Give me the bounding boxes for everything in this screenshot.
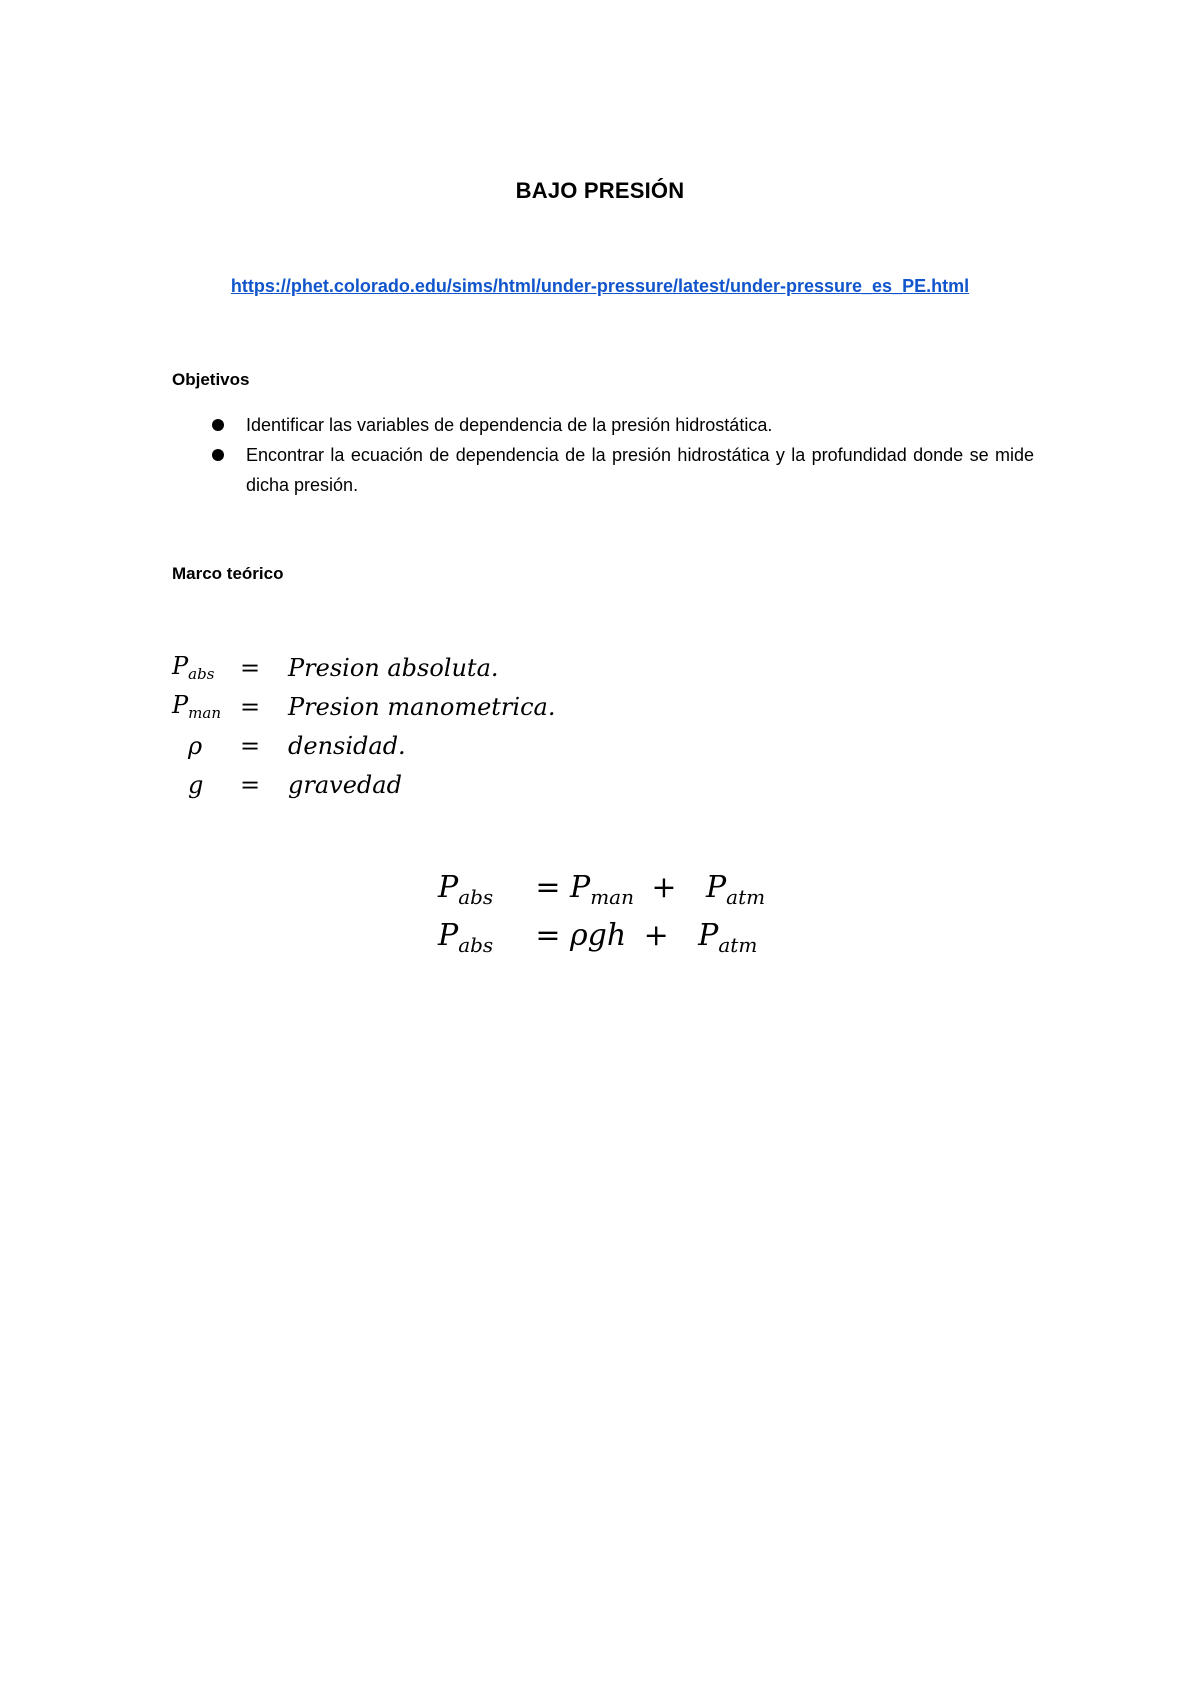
definition-symbol: ρ [188, 731, 203, 760]
equation-lhs: $P_{abs}$ [438, 918, 494, 957]
variable-definitions [172, 648, 555, 804]
equation-term: $P_{atm}$ [705, 870, 766, 909]
definition-symbol: $P_{abs}$ [172, 652, 215, 683]
objective-text: Identificar las variables de dependencia de la presión hidrostática. [246, 415, 773, 435]
equals-sign: = [535, 870, 561, 905]
definition-meaning: Presion absoluta. [288, 653, 499, 682]
definition-meaning: Presion manometrica. [288, 692, 556, 721]
theory-heading: Marco teórico [172, 564, 284, 583]
phet-simulation-link[interactable]: https://phet.colorado.edu/sims/html/under-pressure/latest/under-pressure_es_PE.html [230, 276, 970, 296]
definition-row [172, 687, 555, 726]
objective-text: Encontrar la ecuación de dependencia de la presión hidrostática y la profundidad donde se mide dicha presión. [246, 445, 1034, 495]
equals-sign: = [535, 918, 561, 953]
plus-sign: + [643, 918, 669, 953]
objectives-heading: Objetivos [172, 370, 250, 389]
bullet-icon [212, 419, 224, 431]
equals-sign: = [240, 692, 261, 721]
equation-term: $P_{atm}$ [698, 918, 758, 957]
bullet-icon [212, 449, 224, 461]
equation-row [438, 870, 765, 918]
objectives-list [208, 410, 1034, 500]
equals-sign: = [240, 770, 261, 799]
equation-term: ρgh [570, 918, 627, 953]
definition-row [172, 648, 555, 687]
objective-item [208, 410, 1034, 440]
definition-symbol: g [188, 770, 204, 799]
equals-sign: = [240, 653, 261, 682]
equals-sign: = [240, 731, 261, 760]
definition-symbol: $P_{man}$ [172, 691, 221, 722]
plus-sign: + [651, 870, 677, 905]
definition-row [172, 726, 555, 765]
pressure-equations [438, 870, 765, 966]
definition-meaning: densidad. [288, 731, 406, 760]
equation-term: $P_{man}$ [570, 870, 634, 909]
definition-meaning: gravedad [288, 770, 402, 799]
equation-lhs: $P_{abs}$ [438, 870, 494, 909]
definition-row [172, 765, 555, 804]
objective-item [208, 440, 1034, 500]
equation-row [438, 918, 765, 966]
page-title: BAJO PRESIÓN [515, 178, 685, 203]
